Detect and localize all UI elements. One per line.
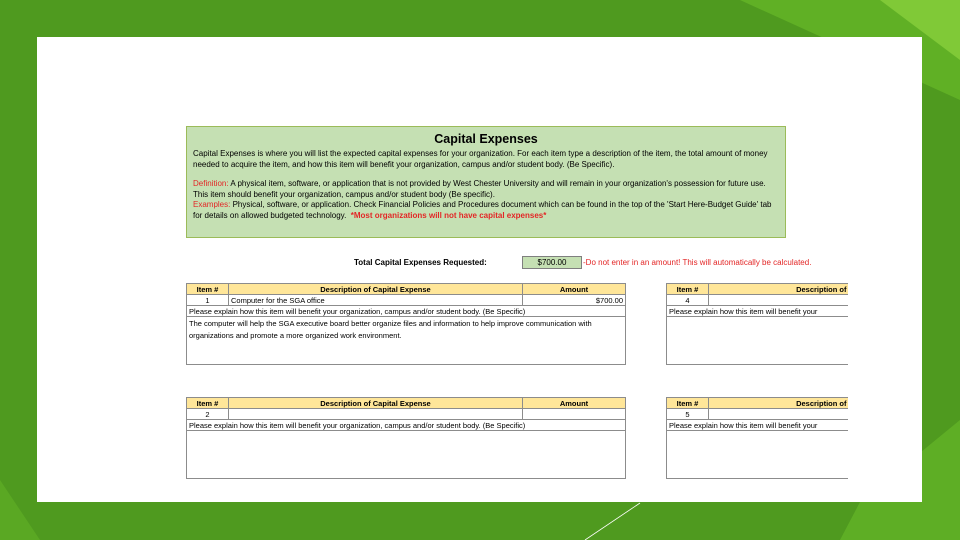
amount-cell[interactable] [523,409,626,420]
item-number-cell[interactable]: 4 [667,295,709,306]
table-row [187,317,626,365]
slide [37,37,922,502]
table-header-row [667,284,849,295]
header-description: Description of [709,284,849,295]
table-row [187,295,626,306]
examples-label: Examples: [193,200,231,209]
header-item: Item # [187,398,229,409]
total-label: Total Capital Expenses Requested: [354,258,487,267]
table-header-row [667,398,849,409]
question-cell: Please explain how this item will benefit your [667,420,849,431]
header-item: Item # [667,398,709,409]
item-table-1 [186,283,626,365]
examples-body: Physical, software, or application. Check Financial Policies and Procedures document which can be found in the top of the 'Start Here-Budget Guide' tab for details on allowed budgeted technology. [193,200,772,220]
description-cell[interactable]: Computer for the SGA office [229,295,523,306]
explanation-cell[interactable] [187,431,626,479]
question-cell: Please explain how this item will benefit your organization, campus and/or student body. (Be Specific) [187,306,626,317]
item-number-cell[interactable]: 5 [667,409,709,420]
question-cell: Please explain how this item will benefit your [667,306,849,317]
description-cell[interactable] [709,295,849,306]
table-row [187,306,626,317]
description-cell[interactable] [709,409,849,420]
spreadsheet-screenshot [186,126,848,488]
header-item: Item # [667,284,709,295]
item-number-cell[interactable]: 2 [187,409,229,420]
section-title: Capital Expenses [434,132,538,146]
table-header-row [187,284,626,295]
total-value-cell[interactable]: $700.00 [522,256,582,269]
header-item: Item # [187,284,229,295]
table-row [667,409,849,420]
item-number-cell[interactable]: 1 [187,295,229,306]
header-description: Description of Capital Expense [229,284,523,295]
table-row [667,431,849,479]
explanation-cell[interactable] [667,431,849,479]
examples-text [193,200,779,221]
table-row [187,431,626,479]
header-amount: Amount [523,284,626,295]
table-row [667,306,849,317]
definition-label: Definition: [193,179,229,188]
header-amount: Amount [523,398,626,409]
definition-body: A physical item, software, or application that is not provided by West Chester University and will remain in your organization's possession for future use. This item should benefit your organization, campus and/or student body (Be specific). [193,179,766,199]
item-table-4 [666,283,848,365]
warning-text: *Most organizations will not have capital expenses* [350,210,547,220]
item-table-5 [666,397,848,479]
question-cell: Please explain how this item will benefit your organization, campus and/or student body. (Be Specific) [187,420,626,431]
table-row [667,295,849,306]
explanation-cell[interactable] [667,317,849,365]
amount-cell[interactable]: $700.00 [523,295,626,306]
total-row [186,256,848,270]
header-description: Description of [709,398,849,409]
table-row [187,420,626,431]
definition-text [193,179,779,200]
header-description: Description of Capital Expense [229,398,523,409]
explanation-cell[interactable]: The computer will help the SGA executive board better organize files and information to help improve communication with organizations and promote a more organized work environment. [187,317,626,365]
intro-text: Capital Expenses is where you will list the expected capital expenses for your organization. For each item type a description of the item, the total amount of money needed to acquire the item, and how this item will benefit your organization, campus and/or student body. (Be Specific). [193,149,768,169]
table-row [187,409,626,420]
capital-expenses-info-box [186,126,786,238]
table-row [667,420,849,431]
total-note: -Do not enter in an amount! This will automatically be calculated. [583,258,812,267]
table-row [667,317,849,365]
description-cell[interactable] [229,409,523,420]
table-header-row [187,398,626,409]
item-table-2 [186,397,626,479]
